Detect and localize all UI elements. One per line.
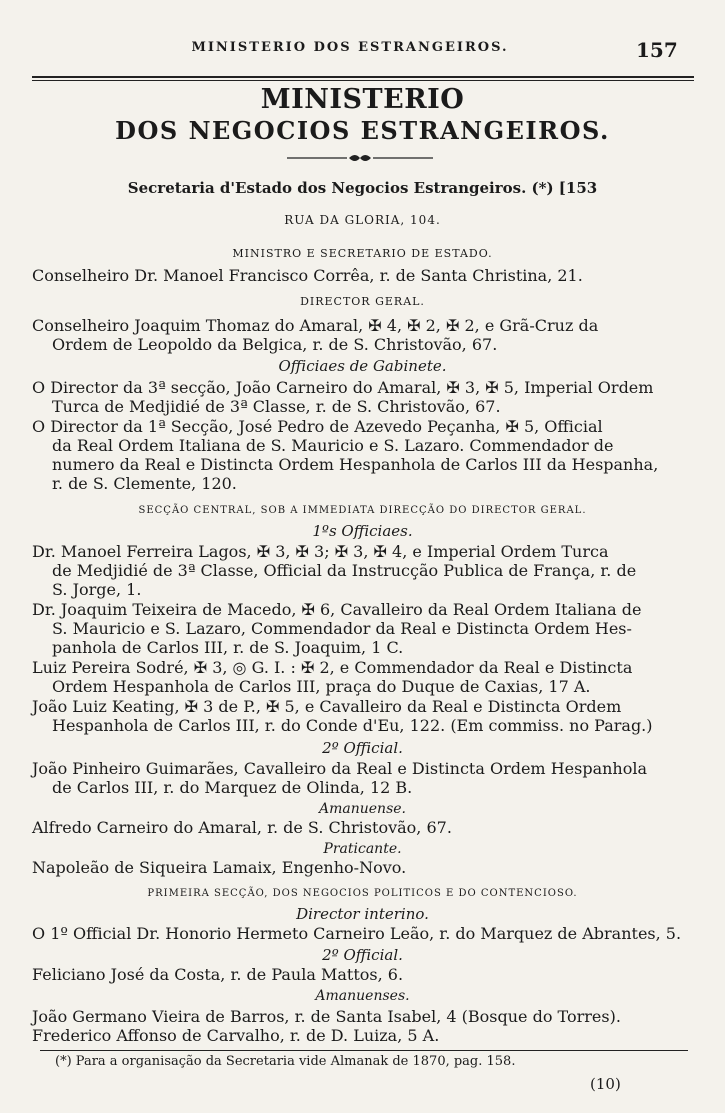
entry-line: João Germano Vieira de Barros, r. de Santa Isabel, 4 (Bosque do Torres). [32, 1007, 621, 1026]
entry-line: numero da Real e Distincta Ordem Hespanhola de Carlos III da Hespanha, [52, 455, 659, 474]
section-heading-primeira: PRIMEIRA SECÇÃO, DOS NEGOCIOS POLITICOS E DO CONTENCIOSO. [147, 888, 578, 899]
running-title: MINISTERIO DOS ESTRANGEIROS. [191, 40, 509, 55]
entry-line: Hespanhola de Carlos III, r. do Conde d'Eu, 122. (Em commiss. no Parag.) [52, 716, 653, 735]
ornament-divider [285, 152, 435, 164]
subheading-praticante: Praticante. [323, 841, 402, 857]
running-head [0, 38, 725, 68]
entry-line: Napoleão de Siqueira Lamaix, Engenho-Novo. [32, 858, 407, 877]
minister-entry: Conselheiro Dr. Manoel Francisco Corrêa, r. de Santa Christina, 21. [32, 266, 583, 285]
page-subtitle: DOS NEGOCIOS ESTRANGEIROS. [115, 116, 610, 145]
subheading-official: 2º Official. [322, 739, 403, 757]
entry-line: de Carlos III, r. do Marquez de Olinda, 12 B. [52, 778, 413, 797]
secretaria-line: Secretaria d'Estado dos Negocios Estrangeiros. (*) [153 [127, 179, 598, 197]
entry-line: Luiz Pereira Sodré, ✠ 3, ◎ G. I. : ✠ 2, e Commendador da Real e Distincta [32, 658, 633, 677]
entry-line: Frederico Affonso de Carvalho, r. de D. Luiza, 5 A. [32, 1026, 440, 1045]
subheading-official-2: 2º Official. [322, 946, 403, 964]
entry-line: Ordem Hespanhola de Carlos III, praça do Duque de Caxias, 17 A. [52, 677, 591, 696]
signature-mark: (10) [590, 1075, 621, 1093]
entry-line: da Real Ordem Italiana de S. Mauricio e S. Lazaro. Commendador de [52, 436, 614, 455]
subheading-amanuense: Amanuense. [319, 801, 406, 817]
entry-line: O 1º Official Dr. Honorio Hermeto Carneiro Leão, r. do Marquez de Abrantes, 5. [32, 924, 682, 943]
entry-line: O Director da 3ª secção, João Carneiro do Amaral, ✠ 3, ✠ 5, Imperial Ordem [32, 378, 654, 397]
header-rule [32, 76, 694, 78]
entry-line: João Pinheiro Guimarães, Cavalleiro da Real e Distincta Ordem Hespanhola [32, 759, 647, 778]
subheading-amanuenses: Amanuenses. [315, 988, 410, 1004]
footnote: (*) Para a organisação da Secretaria vide Almanak de 1870, pag. 158. [55, 1054, 516, 1069]
entry-line: Dr. Joaquim Teixeira de Macedo, ✠ 6, Cavalleiro da Real Ordem Italiana de [32, 600, 642, 619]
subheading-gabinete: Officiaes de Gabinete. [278, 357, 447, 375]
entry-line: r. de S. Clemente, 120. [52, 474, 237, 493]
entry-line: Feliciano José da Costa, r. de Paula Mattos, 6. [32, 965, 404, 984]
subheading-director-interino: Director interino. [296, 905, 429, 923]
page-title: MINISTERIO [260, 84, 465, 115]
entry-line: S. Mauricio e S. Lazaro, Commendador da Real e Distincta Ordem Hes- [52, 619, 632, 638]
director-entry-line-1: Conselheiro Joaquim Thomaz do Amaral, ✠ 4, ✠ 2, ✠ 2, e Grã-Cruz da [32, 316, 599, 335]
entry-line: panhola de Carlos III, r. de S. Joaquim, 1 C. [52, 638, 404, 657]
footnote-rule [40, 1050, 688, 1051]
header-rule-thin [32, 80, 694, 81]
section-heading-minister: MINISTRO E SECRETARIO DE ESTADO. [232, 247, 493, 260]
entry-line: João Luiz Keating, ✠ 3 de P., ✠ 5, e Cavalleiro da Real e Distincta Ordem [32, 697, 622, 716]
entry-line: O Director da 1ª Secção, José Pedro de Azevedo Peçanha, ✠ 5, Official [32, 417, 603, 436]
director-entry-line-2: Ordem de Leopoldo da Belgica, r. de S. Christovão, 67. [52, 335, 498, 354]
entry-line: de Medjidié de 3ª Classe, Official da Instrucção Publica de França, r. de [52, 561, 637, 580]
entry-line: Turca de Medjidié de 3ª Classe, r. de S. Christovão, 67. [52, 397, 501, 416]
section-heading-central: SECÇÃO CENTRAL, SOB A IMMEDIATA DIRECÇÃO DO DIRECTOR GERAL. [138, 505, 587, 516]
address-line: RUA DA GLORIA, 104. [284, 213, 441, 227]
entry-line: S. Jorge, 1. [52, 580, 142, 599]
page-number: 157 [636, 38, 678, 62]
subheading-officiaes: 1ºs Officiaes. [312, 522, 413, 540]
entry-line: Dr. Manoel Ferreira Lagos, ✠ 3, ✠ 3; ✠ 3, ✠ 4, e Imperial Ordem Turca [32, 542, 609, 561]
entry-line: Alfredo Carneiro do Amaral, r. de S. Christovão, 67. [32, 818, 452, 837]
section-heading-director: DIRECTOR GERAL. [300, 295, 425, 308]
